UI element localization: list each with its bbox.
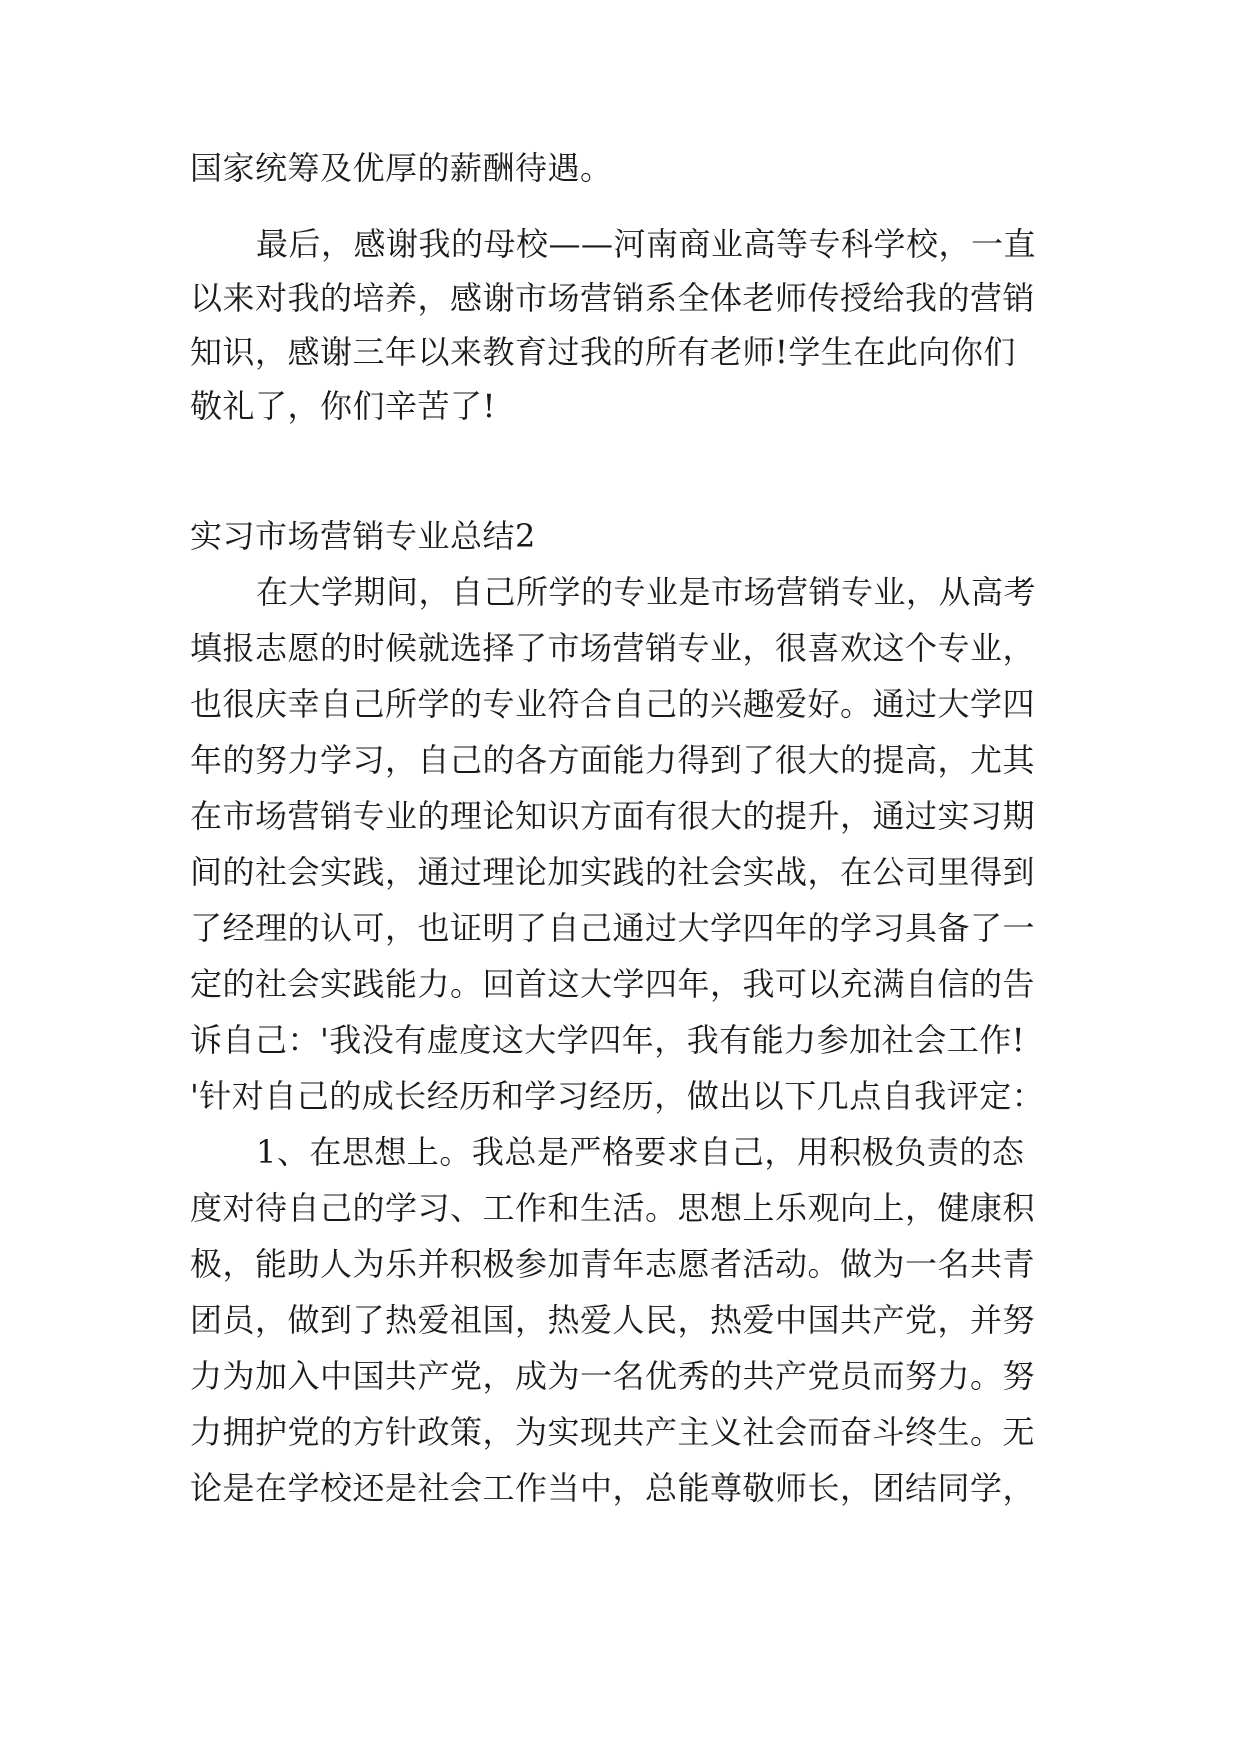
paragraph-line: 1、在思想上。我总是严格要求自己，用积极负责的态 <box>256 1133 1025 1171</box>
paragraph-line: 最后，感谢我的母校——河南商业高等专科学校，一直 <box>256 225 1037 263</box>
paragraph-line: 度对待自己的学习、工作和生活。思想上乐观向上，健康积 <box>190 1189 1036 1227</box>
paragraph-line: 力为加入中国共产党，成为一名优秀的共产党员而努力。努 <box>190 1357 1036 1395</box>
paragraph-line: 年的努力学习，自己的各方面能力得到了很大的提高，尤其 <box>190 741 1036 779</box>
paragraph-line: 了经理的认可，也证明了自己通过大学四年的学习具备了一 <box>190 909 1036 947</box>
paragraph-line: 定的社会实践能力。回首这大学四年，我可以充满自信的告 <box>190 965 1036 1003</box>
paragraph-line: 敬礼了，你们辛苦了! <box>190 387 496 425</box>
paragraph-line: 以来对我的培养，感谢市场营销系全体老师传授给我的营销 <box>190 279 1036 317</box>
paragraph-line: 也很庆幸自己所学的专业符合自己的兴趣爱好。通过大学四 <box>190 685 1036 723</box>
paragraph-line: 间的社会实践，通过理论加实践的社会实战，在公司里得到 <box>190 853 1036 891</box>
paragraph-line: '针对自己的成长经历和学习经历，做出以下几点自我评定： <box>190 1077 1045 1115</box>
paragraph-line: 论是在学校还是社会工作当中，总能尊敬师长，团结同学， <box>190 1469 1036 1507</box>
paragraph-line: 填报志愿的时候就选择了市场营销专业，很喜欢这个专业， <box>190 629 1036 667</box>
section-heading: 实习市场营销专业总结2 <box>190 517 536 555</box>
paragraph-line: 力拥护党的方针政策，为实现共产主义社会而奋斗终生。无 <box>190 1413 1036 1451</box>
paragraph-line: 诉自己：'我没有虚度这大学四年，我有能力参加社会工作! <box>190 1021 1026 1059</box>
paragraph-line: 团员，做到了热爱祖国，热爱人民，热爱中国共产党，并努 <box>190 1301 1036 1339</box>
paragraph-line: 知识，感谢三年以来教育过我的所有老师!学生在此向你们 <box>190 333 1016 371</box>
paragraph-line: 国家统筹及优厚的薪酬待遇。 <box>190 149 613 187</box>
paragraph-line: 在大学期间，自己所学的专业是市场营销专业，从高考 <box>256 573 1037 611</box>
paragraph-line: 极，能助人为乐并积极参加青年志愿者活动。做为一名共青 <box>190 1245 1036 1283</box>
paragraph-line: 在市场营销专业的理论知识方面有很大的提升，通过实习期 <box>190 797 1036 835</box>
